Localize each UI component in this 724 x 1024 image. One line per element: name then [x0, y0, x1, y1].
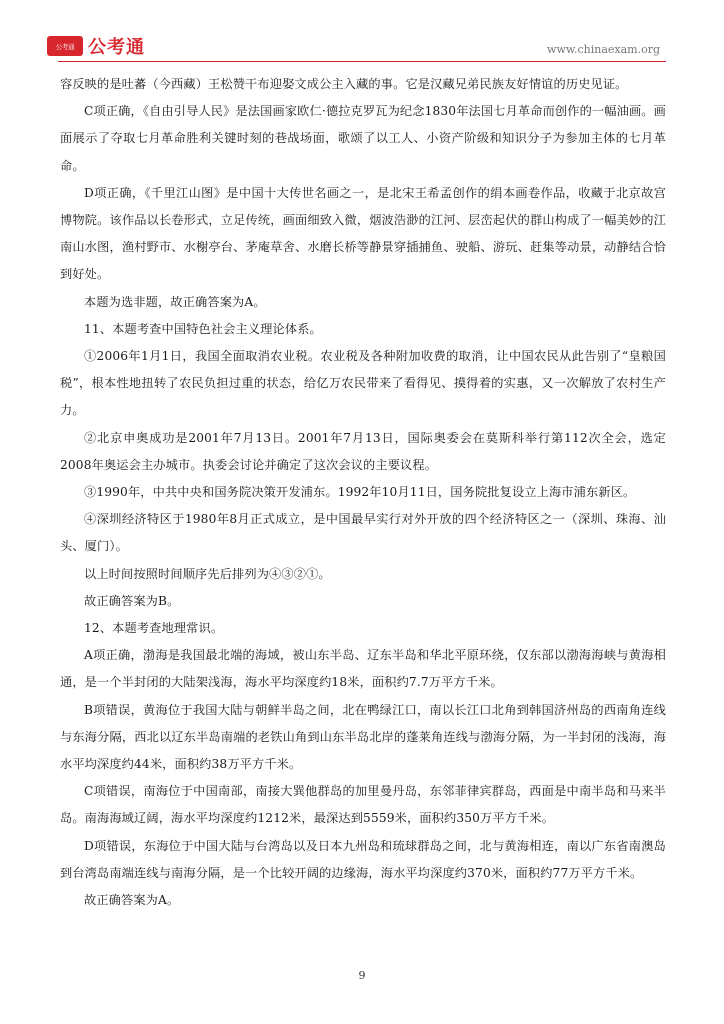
paragraph: 本题为选非题，故正确答案为A。 — [84, 294, 266, 309]
paragraph: A项正确，渤海是我国最北端的海域，被山东半岛、辽东半岛和华北平原环绕，仅东部以渤海海峡与黄海相通，是一个半封闭的大陆架浅海，海水平均深度约18米，面积约7.7万平方千米。 — [60, 648, 666, 690]
paragraph: D项错误，东海位于中国大陆与台湾岛以及日本九州岛和琉球群岛之间，北与黄海相连，南以广东省南澳岛到台湾岛南端连线与南海分隔，是一个比较开阔的边缘海，海水平均深度约370米，面积约77万平方千米。 — [60, 838, 666, 880]
paragraph: ②北京申奥成功是2001年7月13日。2001年7月13日，国际奥委会在莫斯科举行第112次全会，选定2008年奥运会主办城市。执委会讨论并确定了这次会议的主要议程。 — [60, 430, 666, 472]
paragraph: ③1990年，中共中央和国务院决策开发浦东。1992年10月11日，国务院批复设立上海市浦东新区。 — [84, 485, 636, 500]
answer-line: 故正确答案为B。 — [84, 593, 180, 608]
paragraph: ④深圳经济特区于1980年8月正式成立，是中国最早实行对外开放的四个经济特区之一（深圳、珠海、汕头、厦门）。 — [60, 512, 666, 554]
paragraph: 容反映的是吐蕃（今西藏）王松赞干布迎娶文成公主入藏的事。它是汉藏兄弟民族友好情谊的历史见证。 — [60, 77, 628, 91]
paragraph: C项正确，《自由引导人民》是法国画家欧仁·德拉克罗瓦为纪念1830年法国七月革命而创作的一幅油画。画面展示了夺取七月革命胜利关键时刻的巷战场面，歌颂了以工人、小资产阶级和知识分子为参加主体的七月革命。 — [60, 104, 666, 173]
paragraph: B项错误，黄海位于我国大陆与朝鲜半岛之间，北在鸭绿江口，南以长江口北角到韩国济州岛的西南角连线与东海分隔，西北以辽东半岛南端的老铁山角到山东半岛北岸的蓬莱角连线与渤海分隔，为一半封闭的浅海，海水平均深度约44米，面积约38万平方千米。 — [60, 702, 666, 772]
answer-line: 故正确答案为A。 — [84, 893, 180, 908]
paragraph: D项正确，《千里江山图》是中国十大传世名画之一，是北宋王希孟创作的绢本画卷作品，收藏于北京故宫博物院。该作品以长卷形式，立足传统，画面细致入微，烟波浩渺的江河、层峦起伏的群山构成了一幅美妙的江南山水图，渔村野市、水榭亭台、茅庵草舍、水磨长桥等静景穿插捕鱼、驶船、游玩、赶集等动景，动静结合恰到好处。 — [60, 185, 666, 282]
header-divider — [58, 61, 666, 62]
paragraph: ①2006年1月1日，我国全面取消农业税。农业税及各种附加收费的取消，让中国农民从此告别了“皇粮国税”，根本性地扭转了农民负担过重的状态，给亿万农民带来了看得见、摸得着的实惠，又一次解放了农村生产力。 — [60, 349, 666, 418]
document-body — [60, 71, 666, 914]
site-logo[interactable] — [47, 33, 145, 59]
logo-text: 公考通 — [88, 37, 145, 58]
page-number: 9 — [358, 969, 366, 982]
paragraph: 以上时间按照时间顺序先后排列为④③②①。 — [84, 566, 331, 581]
paragraph: C项错误，南海位于中国南部，南接大巽他群岛的加里曼丹岛，东邻菲律宾群岛，西面是中南半岛和马来半岛。南海海域辽阔，海水平均深度约1212米，最深达到5559米，面积约350万平方千米。 — [60, 784, 666, 826]
question-heading: 11、本题考查中国特色社会主义理论体系。 — [84, 321, 322, 336]
site-url[interactable]: www.chinaexam.org — [547, 43, 660, 56]
question-heading: 12、本题考查地理常识。 — [84, 621, 224, 636]
page-header — [0, 0, 724, 64]
logo-badge-icon: 公考通 — [47, 36, 83, 56]
